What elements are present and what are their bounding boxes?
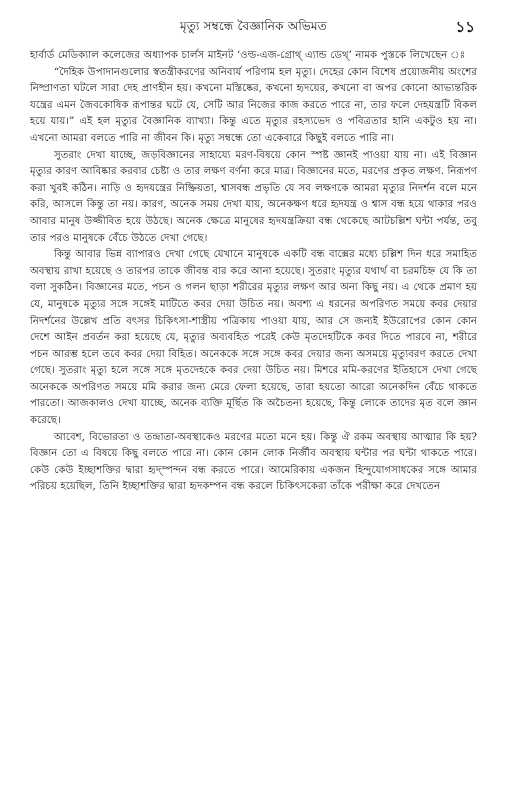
body-text [30,48,477,496]
paragraph-quote: “দৈহিক উপাদানগুলোর স্বতন্ত্রীকরণের অনিবার্য পরিণাম হল মৃত্যু। দেহের কোন বিশেষ প্রয়োজনীয় অংশের নিষ্প্রাণতা ঘটলে সারা দেহ প্রাণহীন হয়। কখনো মস্তিষ্কের, কখনো হৃদয়ের, কখনো বা অপর কোনো আভ্যন্তরিক যন্ত্রের এমন জৈবকোষিক রূপান্তর ঘটে যে, সেটি আর নিজের কাজ করতে পারে না, তার ফলে দেহযন্ত্রটি বিকল হয়ে যায়।” এই হল মৃত্যুর বৈজ্ঞানিক ব্যাখ্যা। কিন্তু এতে মৃত্যুর রহস্যভেদ ও পবিত্রতার হানি একটুও হয় না। এখনো আমরা বলতে পারি না জীবন কি। মৃত্যু সম্বন্ধে তো একেবারে কিছুই বলতে পারি না। [30,66,477,144]
page-number: ১১ [455,18,475,36]
paragraph-burial: কিন্তু আবার ভিন্ন ব্যাপারও দেখা গেছে যেখানে মানুষকে একটি বন্ধ বাক্সের মধ্যে চল্লিশ দিন ধরে সমাহিত অবস্থায় রাখা হয়েছে ও তারপর তাকে জীবন্ত বার করে আনা হয়েছে। সুতরাং মৃত্যুর যথার্থ বা চরমচিহ্ন যে কি তা বলা সুকঠিন। বিজ্ঞানের মতে, পচন ও গলন ছাড়া শরীরের মৃত্যুর লক্ষণ আর অন্য কিছু নয়। এ থেকে প্রমাণ হয় যে, মানুষকে মৃত্যুর সঙ্গে সঙ্গেই মাটিতে কবর দেয়া উচিত নয়। অবশ্য এ ধরনের অপরিণত সময়ে কবর দেয়ার নিদর্শনের উল্লেখ প্রতি বৎসর চিকিৎসা-শাস্ত্রীয় পত্রিকায় পাওয়া যায়, আর সে জন্যই ইউরোপের কোন কোন দেশে আইন প্রবর্তন করা হয়েছে যে, মৃত্যুর অব্যবহিত পরেই কেউ মৃতদেহটিকে কবর দিতে পারবে না, শরীরে পচন আরম্ভ হলে তবে কবর দেয়া বিহিত। অনেককে সঙ্গে সঙ্গে কবর দেয়ার জন্য অসময়ে মৃত্যুবরণ করতে দেখা গেছে। সুতরাং মৃত্যু হলে সঙ্গে সঙ্গে মৃতদেহকে কবর দেয়া উচিত নয়। মিশরে মমি-করণের ইতিহাসে দেখা গেছে অনেককে অপরিণত সময়ে মমি করার জন্য মেরে ফেলা হয়েছে, তারা হয়তো আরো অনেকদিন বেঁচে থাকতে পারতো। আজকালও দেখা যাচ্ছে, অনেক ব্যক্তি মূর্ছিত কি অচৈতন্য হয়েছে, কিন্তু লোকে তাদের মৃত বলে জ্ঞান করেছে। [30,249,477,427]
running-title: মৃত্যু সম্বন্ধে বৈজ্ঞানিক অভিমত [179,19,328,33]
paragraph-science-limits: সুতরাং দেখা যাচ্ছে, জড়বিজ্ঞানের সাহায্যে মরণ-বিষয়ে কোন স্পষ্ট জ্ঞানই পাওয়া যায় না। এই বিজ্ঞান মৃত্যুর কারণ আবিষ্কার করবার চেষ্টা ও তার লক্ষণ বর্ণনা করে মাত্র। বিজ্ঞানের মতে, মরণের প্রকৃত লক্ষণ. নিরূপণ করা খুবই কঠিন। নাড়ি ও হৃদযন্ত্রের নিষ্ক্রিয়তা, শ্বাসবন্ধ প্রভৃতি যে সব লক্ষণকে আমরা মৃত্যুর নিদর্শন বলে মনে করি, আসলে কিন্তু তা নয়। কারণ, অনেক সময় দেখা যায়, অনেকক্ষণ ধরে হৃদযন্ত্র ও শ্বাস বন্ধ হয়ে থাকার পরও আবার মানুষ উজ্জীবিত হয়ে উঠছে। অনেক ক্ষেত্রে মানুষের হৃদযন্ত্রক্রিয়া বন্ধ থেকেছে আটচল্লিশ ঘন্টা পর্যন্ত, তবু তার পরও মানুষকে বেঁচে উঠতে দেখা গেছে। [30,149,477,244]
page-header [30,16,477,38]
paragraph-intro: হার্বার্ড মেডিক্যাল কলেজের অধ্যাপক চার্লস মাইনট ‘ওল্ড-এজ-গ্রোথ্ এ্যান্ড ডেথ্’ নামক পুস্তকে লিখেছেন ঃ [30,50,466,61]
paragraph-trance: আবেশ, বিভোরতা ও তন্দ্রাতা-অবস্থাকেও মরণের মতো মনে হয়। কিন্তু ঐ রকম অবস্থায় আত্মার কি হয়? বিজ্ঞান তো এ বিষয়ে কিছু বলতে পারে না। কোন কোন লোক নির্জীব অবস্থায় ঘন্টার পর ঘন্টা থাকতে পারে। কেউ কেউ ইচ্ছাশক্তির দ্বারা হৃদ্স্পন্দন বন্ধ করতে পারে। আমেরিকায় একজন হিন্দুযোগসাধকের সঙ্গে আমার পরিচয় হয়েছিল, তিনি ইচ্ছাশক্তির দ্বারা হৃদকম্পন বন্ধ করলে চিকিৎসকেরা তাঁকে পরীক্ষা করে দেখতেন [30,431,477,493]
